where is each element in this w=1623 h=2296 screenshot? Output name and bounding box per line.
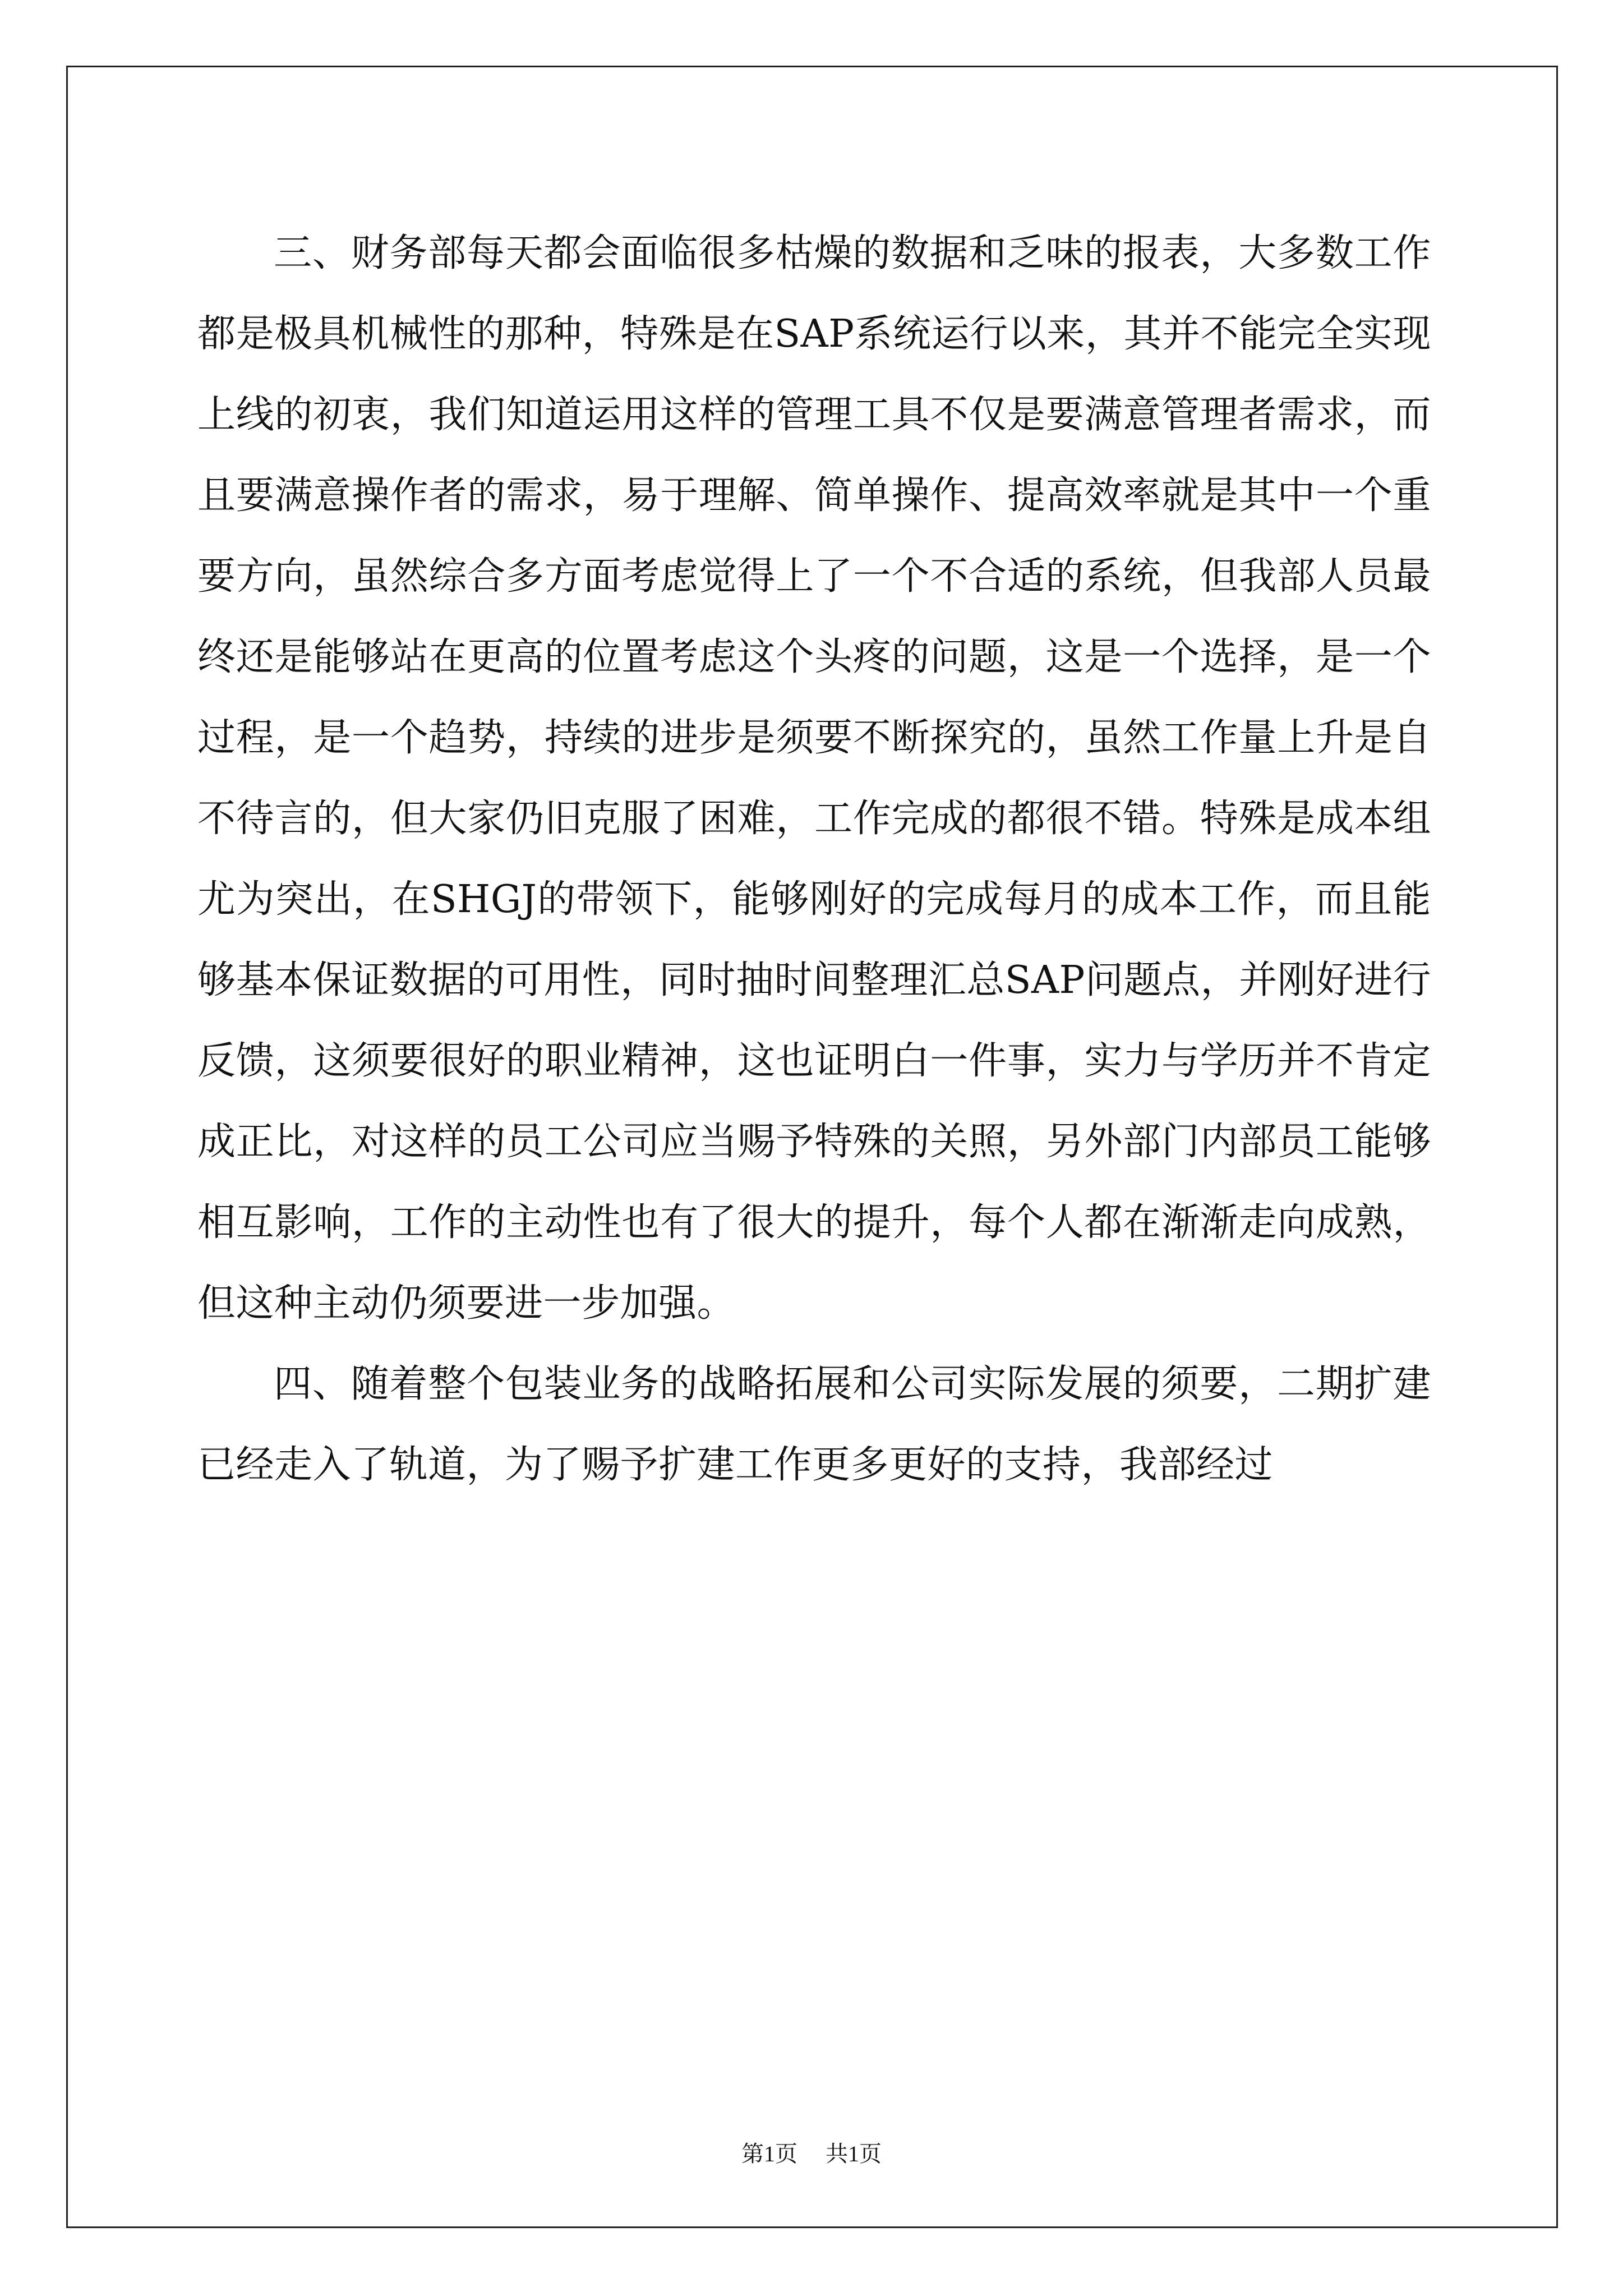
paragraph-4: 四、随着整个包装业务的战略拓展和公司实际发展的须要，二期扩建已经走入了轨道，为了赐予扩建工作更多更好的支持，我部经过: [197, 1362, 1431, 1487]
page-total: 共1页: [826, 2141, 882, 2166]
document-body: [197, 213, 1431, 1506]
page-number: 第1页: [741, 2141, 797, 2166]
page-footer: [0, 2136, 1623, 2168]
paragraph-3: 三、财务部每天都会面临很多枯燥的数据和乏味的报表，大多数工作都是极具机械性的那种，特殊是在SAP系统运行以来，其并不能完全实现上线的初衷，我们知道运用这样的管理工具不仅是要满意管理者需求，而且要满意操作者的需求，易于理解、简单操作、提高效率就是其中一个重要方向，虽然综合多方面考虑觉得上了一个不合适的系统，但我部人员最终还是能够站在更高的位置考虑这个头疼的问题，这是一个选择，是一个过程，是一个趋势，持续的进步是须要不断探究的，虽然工作量上升是自不待言的，但大家仍旧克服了困难，工作完成的都很不错。特殊是成本组尤为突出，在SHGJ的带领下，能够刚好的完成每月的成本工作，而且能够基本保证数据的可用性，同时抽时间整理汇总SAP问题点，并刚好进行反馈，这须要很好的职业精神，这也证明白一件事，实力与学历并不肯定成正比，对这样的员工公司应当赐予特殊的关照，另外部门内部员工能够相互影响，工作的主动性也有了很大的提升，每个人都在渐渐走向成熟，但这种主动仍须要进一步加强。: [197, 231, 1431, 1326]
